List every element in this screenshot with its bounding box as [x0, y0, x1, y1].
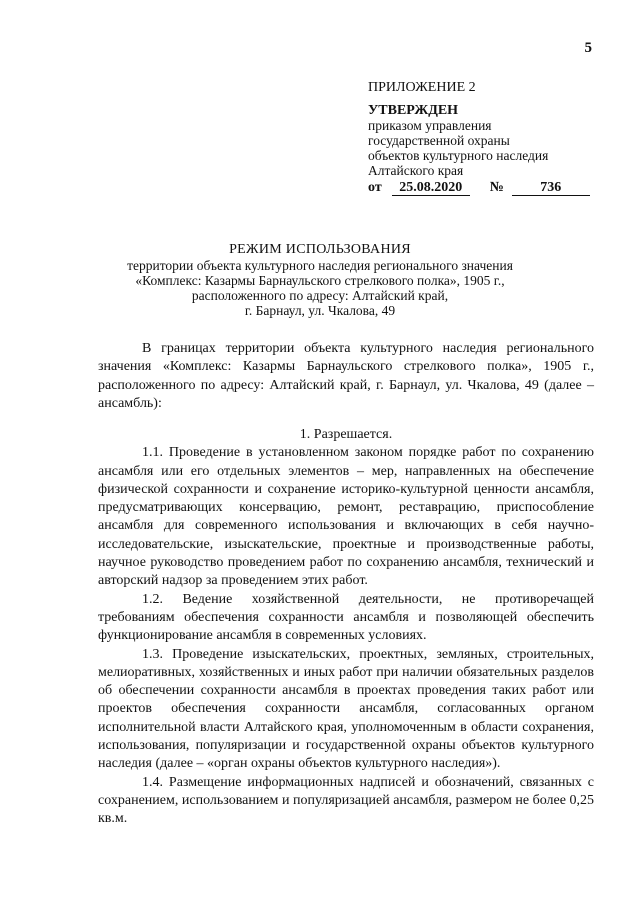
from-label: от	[368, 180, 382, 195]
order-line	[368, 180, 590, 196]
section-permitted	[98, 426, 594, 829]
approved-label: УТВЕРЖДЕН	[368, 103, 459, 118]
heading-subtitle-line: расположенного по адресу: Алтайский край,	[191, 288, 449, 303]
approval-line: объектов культурного наследия	[368, 148, 549, 163]
heading-title: РЕЖИМ ИСПОЛЬЗОВАНИЯ	[229, 242, 411, 257]
order-date: 25.08.2020	[392, 180, 470, 196]
heading-subtitle-line: «Комплекс: Казармы Барнаульского стрелкового полка», 1905 г.,	[135, 273, 505, 288]
approval-line: государственной охраны	[368, 133, 510, 148]
appendix-title: ПРИЛОЖЕНИЕ 2	[368, 80, 476, 95]
intro-paragraph: В границах территории объекта культурного наследия регионального значения «Комплекс: Казармы Барнаульского стрелкового полка», 1905 г., расположенного по адресу: Алтайский край, г. Барнаул, ул. Чкалова, 49 (далее – ансамбль):	[98, 341, 594, 411]
approval-line: приказом управления	[368, 118, 492, 133]
number-label: №	[489, 180, 504, 195]
order-number: 736	[512, 180, 590, 196]
section-item-1-4: 1.4. Размещение информационных надписей и обозначений, связанных с сохранением, использованием и популяризацией ансамбля, размером не более 0,25 кв.м.	[98, 774, 594, 827]
section-title: 1. Разрешается.	[299, 427, 393, 442]
section-item-1-2: 1.2. Ведение хозяйственной деятельности, не противоречащей требованиям обеспечения сохранности ансамбля и позволяющей обеспечить функционирование ансамбля в современных условиях.	[98, 591, 594, 644]
heading-subtitle-line: г. Барнаул, ул. Чкалова, 49	[244, 303, 396, 318]
page-number: 5	[584, 40, 592, 56]
section-item-1-1: 1.1. Проведение в установленном законом порядке работ по сохранению ансамбля или его отдельных элементов – мер, направленных на обеспечение физической сохранности и сохранение историко-культурной ценности ансамбля, предусматривающих консервацию, ремонт, реставрацию, приспособление ансамбля для современного использования и включающих в себя научно-исследовательские, изыскательские, проектные и производственные работы, научное руководство проведением работ по сохранению ансамбля, технический и авторский надзор за проведением этих работ.	[98, 445, 594, 589]
approval-block	[368, 80, 590, 196]
section-item-1-3: 1.3. Проведение изыскательских, проектных, земляных, строительных, мелиоративных, хозяйственных и иных работ при наличии обязательных разделов об обеспечении сохранности ансамбля в проектах проведения таких работ или проектов обеспечения сохранности ансамбля, согласованных органом исполнительной власти Алтайского края, уполномоченным в области сохранения, использования, популяризации и государственной охраны объектов культурного наследия (далее – «орган охраны объектов культурного наследия»).	[98, 646, 594, 772]
document-heading	[0, 242, 640, 318]
approval-line: Алтайского края	[368, 163, 464, 178]
heading-subtitle-line: территории объекта культурного наследия регионального значения	[127, 258, 513, 273]
intro-section	[98, 340, 594, 413]
